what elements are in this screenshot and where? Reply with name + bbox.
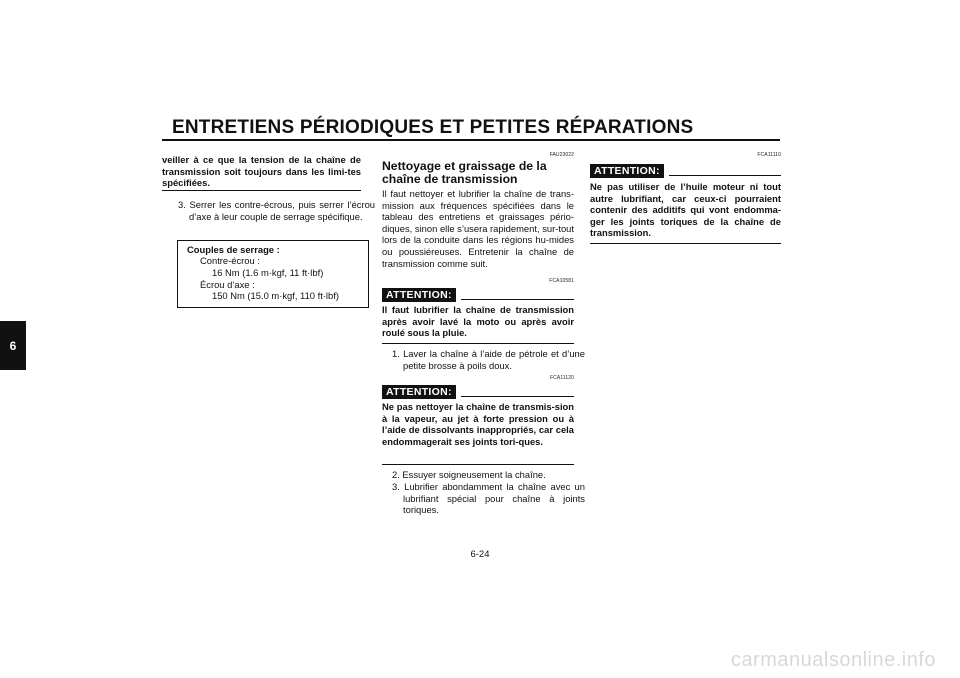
attention1-bottom-rule — [382, 343, 574, 344]
section-body: Il faut nettoyer et lubrifier la chaîne de trans-mission aux fréquences spécifiées dans le tableau des entretiens et graissages pério-diques, sinon elle s’usera rapidement, sur-tout lors de la conduite dans les régions hu-mides ou poussiéreuses. Entretenir la chaîne de transmission comme suit. — [382, 188, 574, 269]
header-divider — [162, 139, 780, 141]
torque-item1-value: 16 Nm (1.6 m·kgf, 11 ft·lbf) — [212, 267, 324, 278]
attention3-rule — [669, 175, 781, 176]
torque-item1-label: Contre-écrou : — [200, 255, 260, 266]
step-2-text: 2. Essuyer soigneusement la chaîne. — [392, 469, 546, 480]
section-code: FAU23022 — [549, 152, 574, 158]
section-title-line1: Nettoyage et graissage de la — [382, 159, 547, 173]
section-divider — [162, 190, 361, 191]
attention2-label: ATTENTION: — [382, 385, 456, 399]
attention3-text: Ne pas utiliser de l’huile moteur ni tout autre lubrifiant, car ceux-ci pourraient contenir des additifs qui vont endomma-ger les joints toriques de la chaîne de transmission. — [590, 181, 781, 239]
attention3-code: FCA11110 — [757, 152, 781, 158]
attention3-header — [590, 161, 664, 179]
step-3-text: 3. Serrer les contre-écrous, puis serrer l’écrou d’axe à leur couple de serrage spécifique. — [178, 199, 375, 222]
attention1-label: ATTENTION: — [382, 288, 456, 302]
step-1-text: 1. Laver la chaîne à l’aide de pétrole et d’une petite brosse à poils doux. — [392, 348, 585, 371]
attention3-bottom-rule — [590, 243, 781, 244]
intro-warning-text: veiller à ce que la tension de la chaîne de transmission soit toujours dans les limi-tes spécifiées. — [162, 154, 361, 189]
step-3b-text: 3. Lubrifier abondamment la chaîne avec un lubrifiant spécial pour chaîne à joints toriques. — [392, 481, 585, 516]
attention2-rule — [461, 396, 574, 397]
attention1-header — [382, 285, 456, 303]
page-number: 6-24 — [470, 549, 490, 560]
attention1-code: FCA10581 — [549, 278, 574, 284]
attention3-label: ATTENTION: — [590, 164, 664, 178]
attention2-bottom-rule — [382, 464, 574, 465]
attention1-text: Il faut lubrifier la chaîne de transmission après avoir lavé la moto ou après avoir roulé sous la pluie. — [382, 304, 574, 339]
attention2-text: Ne pas nettoyer la chaîne de transmis-sion à la vapeur, au jet à forte pression ou à l’aide de dissolvants inappropriés, car cela endommagerait ses joints tori-ques. — [382, 401, 574, 447]
attention2-header — [382, 382, 456, 400]
torque-item2-value: 150 Nm (15.0 m·kgf, 110 ft·lbf) — [212, 290, 339, 301]
torque-item2-label: Écrou d’axe : — [200, 279, 255, 290]
watermark: carmanualsonline.info — [730, 649, 936, 671]
section-title-line2: chaîne de transmission — [382, 172, 518, 186]
torque-box — [177, 240, 369, 308]
page-title: ENTRETIENS PÉRIODIQUES ET PETITES RÉPARATIONS — [172, 117, 694, 138]
attention1-rule — [461, 299, 574, 300]
chapter-tab: 6 — [0, 321, 26, 370]
attention2-code: FCA11120 — [550, 375, 574, 381]
torque-title: Couples de serrage : — [187, 244, 280, 255]
